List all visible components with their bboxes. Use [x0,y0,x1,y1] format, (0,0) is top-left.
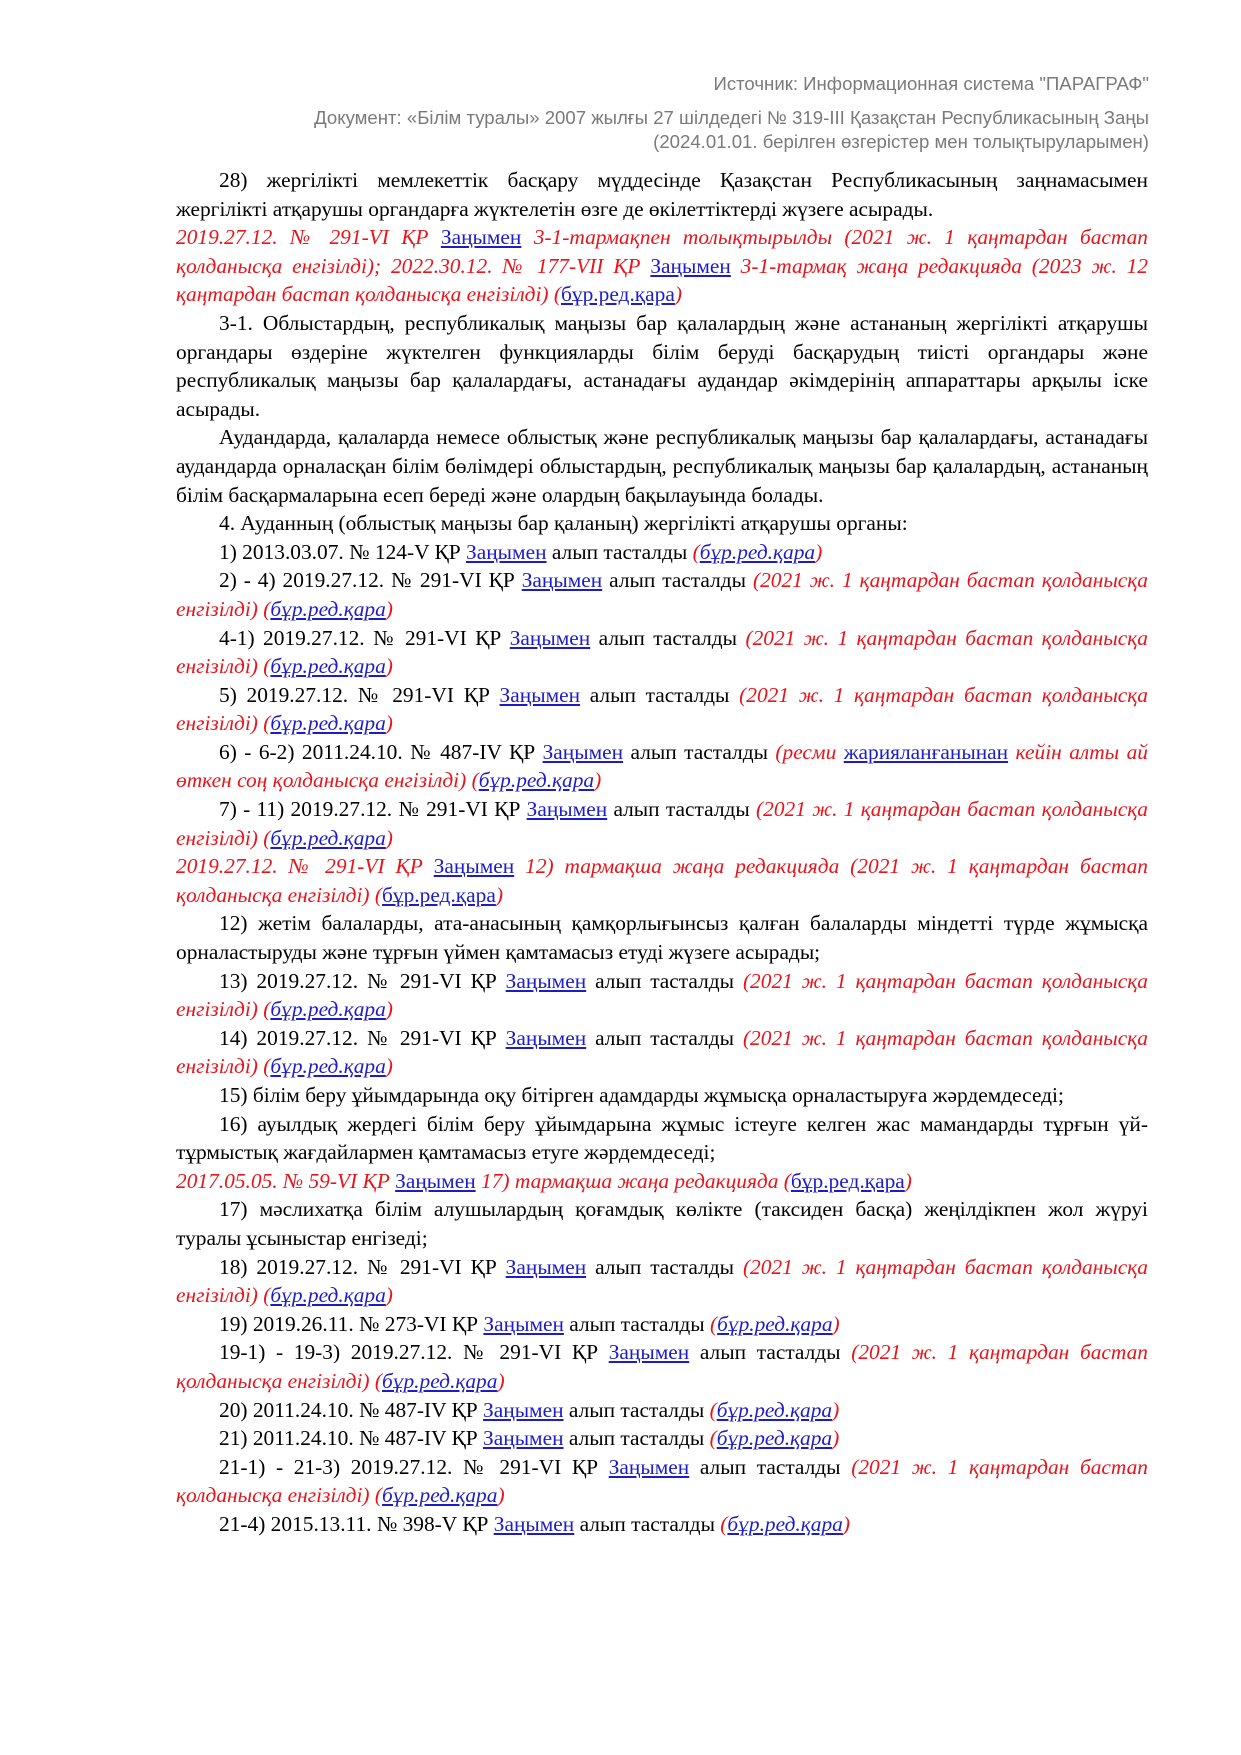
amendment-note-17: 2017.05.05. № 59-VI ҚР Заңымен 17) тармақша жаңа редакцияда (бұр.ред.қара) [176,1168,912,1193]
item-21: 21) 2011.24.10. № 487-IV ҚР Заңымен алып тасталды (бұр.ред.қара) [219,1426,840,1451]
law-link[interactable]: Заңымен [542,739,624,764]
item-14: 14) 2019.27.12. № 291-VI ҚР Заңымен алып тасталды (2021 ж. 1 қаңтардан бастап қолданысқа енгізілді) (бұр.ред.қара) [176,1025,1148,1079]
previous-edition-link[interactable]: бұр.ред.қара [716,1397,833,1422]
paragraph-28: 28) жергілікті мемлекеттік басқару мүддесінде Қазақстан Республикасының заңнамасымен жергілікті атқарушы органдарға жүктелетін өзге де өкілеттіктерді жүзеге асырады. [176,168,1148,221]
law-link[interactable]: Заңымен [483,1311,564,1336]
previous-edition-link[interactable]: бұр.ред.қара [727,1511,843,1536]
publication-link[interactable]: жарияланғанынан [843,739,1009,764]
previous-edition-link[interactable]: бұр.ред.қара [717,1311,833,1336]
law-link[interactable]: Заңымен [505,968,587,993]
paragraph-3-1: 3-1. Облыстардың, республикалық маңызы бар қалалардың және астананың жергілікті атқарушы органдары өздеріне жүктелген функцияларды білім беруді басқарудың тиісті органдары және республикалық маңызы бар қалалардағы, астанадағы аудандар әкімдерінің аппараттары арқылы іске асырады. [176,310,1148,421]
law-link[interactable]: Заңымен [440,225,522,250]
item-21-4: 21-4) 2015.13.11. № 398-V ҚР Заңымен алып тасталды (бұр.ред.қара) [219,1511,850,1536]
law-link[interactable]: Заңымен [395,1168,476,1193]
item-7-11: 7) - 11) 2019.27.12. № 291-VI ҚР Заңымен алып тасталды (2021 ж. 1 қаңтардан бастап қолданысқа енгізілді) (бұр.ред.қара) [176,797,1148,850]
header-source: Источник: Информационная система "ПАРАГРАФ" [713,73,1149,94]
law-link[interactable]: Заңымен [433,854,515,879]
law-link[interactable]: Заңымен [650,253,731,278]
law-link[interactable]: Заңымен [526,797,608,822]
previous-edition-link[interactable]: бұр.ред.қара [270,711,386,736]
item-13: 13) 2019.27.12. № 291-VI ҚР Заңымен алып тасталды (2021 ж. 1 қаңтардан бастап қолданысқа енгізілді) (бұр.ред.қара) [176,968,1148,1022]
law-link[interactable]: Заңымен [509,625,591,650]
amendment-note-12: 2019.27.12. № 291-VI ҚР Заңымен 12) тармақша жаңа редакцияда (2021 ж. 1 қаңтардан бастап қолданысқа енгізілді) (бұр.ред.қара) [176,854,1148,907]
previous-edition-link[interactable]: бұр.ред.қара [699,539,816,564]
item-1: 1) 2013.03.07. № 124-V ҚР Заңымен алып тасталды (бұр.ред.қара) [219,539,823,564]
law-link[interactable]: Заңымен [493,1511,575,1536]
previous-edition-link[interactable]: бұр.ред.қара [270,997,386,1022]
item-19: 19) 2019.26.11. № 273-VI ҚР Заңымен алып тасталды (бұр.ред.қара) [219,1311,840,1336]
law-link[interactable]: Заңымен [499,682,581,707]
item-18: 18) 2019.27.12. № 291-VI ҚР Заңымен алып тасталды (2021 ж. 1 қаңтардан бастап қолданысқа енгізілді) (бұр.ред.қара) [176,1254,1148,1308]
law-link[interactable]: Заңымен [608,1340,690,1365]
item-4-1: 4-1) 2019.27.12. № 291-VI ҚР Заңымен алып тасталды (2021 ж. 1 қаңтардан бастап қолданысқа енгізілді) (бұр.ред.қара) [176,625,1148,679]
previous-edition-link[interactable]: бұр.ред.қара [478,768,595,793]
law-link[interactable]: Заңымен [505,1254,587,1279]
previous-edition-link[interactable]: бұр.ред.қара [561,282,675,307]
law-link[interactable]: Заңымен [608,1454,690,1479]
paragraph-4: 4. Ауданның (облыстық маңызы бар қаланың) жергілікті атқарушы органы: [219,511,908,536]
item-16: 16) ауылдық жердегі білім беру ұйымдарына жұмыс істеуге келген жас мамандарды тұрғын үй-тұрмыстық жағдайлармен қамтамасыз етуге жәрдемдеседі; [176,1111,1148,1165]
previous-edition-link[interactable]: бұр.ред.қара [270,825,386,850]
previous-edition-link[interactable]: бұр.ред.қара [790,1168,905,1193]
header-document-title: Документ: «Білім туралы» 2007 жылғы 27 шілдедегі № 319-III Қазақстан Республикасының Заңы [314,107,1149,128]
item-17: 17) мәслихатқа білім алушылардың қоғамдық көлікте (таксиден басқа) жеңілдікпен жол жүруі туралы ұсыныстар енгізеді; [176,1197,1148,1250]
law-link[interactable]: Заңымен [483,1426,564,1451]
item-12: 12) жетім балаларды, ата-анасының қамқорлығынсыз қалған балаларды міндетті түрде жұмысқа орналастыруды және тұрғын үймен қамтамасыз етуді жүзеге асырады; [176,911,1148,965]
previous-edition-link[interactable]: бұр.ред.қара [382,882,496,907]
law-link[interactable]: Заңымен [521,568,603,593]
item-2-4: 2) - 4) 2019.27.12. № 291-VI ҚР Заңымен алып тасталды (2021 ж. 1 қаңтардан бастап қолданысқа енгізілді) (бұр.ред.қара) [176,568,1148,621]
item-21-1: 21-1) - 21-3) 2019.27.12. № 291-VI ҚР Заңымен алып тасталды (2021 ж. 1 қаңтардан бастап қолданысқа енгізілді) (бұр.ред.қара) [176,1454,1148,1508]
item-6: 6) - 6-2) 2011.24.10. № 487-IV ҚР Заңымен алып тасталды (ресми жарияланғанынан кейін алты ай өткен соң қолданысқа енгізілді) (бұр.ред.қара) [176,739,1148,793]
previous-edition-link[interactable]: бұр.ред.қара [270,654,386,679]
previous-edition-link[interactable]: бұр.ред.қара [270,1283,386,1308]
previous-edition-link[interactable]: бұр.ред.қара [716,1426,833,1451]
amendment-note-3-1: 2019.27.12. № 291-VI ҚР Заңымен 3-1-тармақпен толықтырылды (2021 ж. 1 қаңтардан бастап қолданысқа енгізілді); 2022.30.12. № 177-VII ҚР Заңымен 3-1-тармақ жаңа редакцияда (2023 ж. 12 қаңтардан бастап қолданысқа енгізілді) (бұр.ред.қара) [176,225,1149,307]
law-link[interactable]: Заңымен [466,539,547,564]
previous-edition-link[interactable]: бұр.ред.қара [270,1054,386,1079]
item-5: 5) 2019.27.12. № 291-VI ҚР Заңымен алып тасталды (2021 ж. 1 қаңтардан бастап қолданысқа енгізілді) (бұр.ред.қара) [176,682,1149,736]
item-20: 20) 2011.24.10. № 487-IV ҚР Заңымен алып тасталды (бұр.ред.қара) [219,1397,840,1422]
law-link[interactable]: Заңымен [505,1025,587,1050]
document-body [176,166,1148,1539]
item-19-1: 19-1) - 19-3) 2019.27.12. № 291-VI ҚР Заңымен алып тасталды (2021 ж. 1 қаңтардан бастап қолданысқа енгізілді) (бұр.ред.қара) [176,1340,1148,1393]
law-link[interactable]: Заңымен [483,1397,564,1422]
item-15: 15) білім беру ұйымдарында оқу бітірген адамдарды жұмысқа орналастыруға жәрдемдеседі; [219,1083,1064,1107]
previous-edition-link[interactable]: бұр.ред.қара [382,1483,498,1508]
previous-edition-link[interactable]: бұр.ред.қара [382,1368,498,1393]
header-document-edition: (2024.01.01. берілген өзгерістер мен толықтыруларымен) [653,131,1149,152]
previous-edition-link[interactable]: бұр.ред.қара [270,596,386,621]
paragraph-district-departments: Аудандарда, қалаларда немесе облыстық және республикалық маңызы бар қалалардағы, астанадағы аудандарда орналасқан білім бөлімдері облыстардың, республикалық маңызы бар қалалардың, астананың білім басқармаларына есеп береді және олардың бақылауында болады. [176,425,1148,507]
